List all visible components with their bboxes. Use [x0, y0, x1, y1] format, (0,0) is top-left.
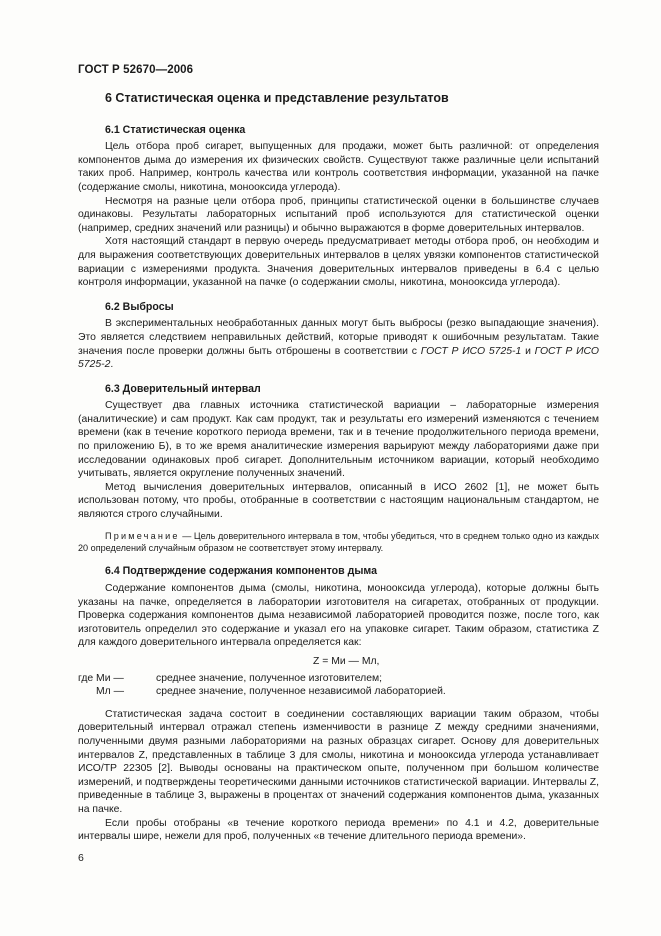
paragraph-text: В экспериментальных необработанных данных могут быть выбросы (резко выпадающие значения). Это является следствием неправильных действий, которые приводят к ошибочным результатам. Такие значения после проверки должны быть отброшены в соответствии с: [78, 318, 599, 357]
paragraph: Если пробы отобраны «в течение короткого периода времени» по 4.1 и 4.2, доверительные интервалы шире, нежели для проб, полученных «в течение длительного периода времени».: [78, 817, 599, 843]
formula: Z = Mи — Mл,: [313, 656, 380, 667]
subsection-heading-6-3: 6.3 Доверительный интервал: [105, 382, 261, 395]
note-label: Примечание: [105, 530, 180, 541]
section-title: 6 Статистическая оценка и представление результатов: [105, 91, 449, 105]
paragraph: Существует два главных источника статистической вариации – лабораторные измерения (аналитические) и сам продукт. Как сам продукт, так и результаты его измерений изменяются с течением времени (как в течение короткого периода времени, так и в течение продолжительного периода времени, по приложению Б), в то же время аналитические измерения варьируют между лабораториями даже при исследовании одинаковых проб сигарет. Дополнительным источником вариации, который необходимо учитывать, является округление полученных значений.: [78, 400, 599, 480]
paragraph: Несмотря на разные цели отбора проб, принципы статистической оценки в большинстве случаев одинаковы. Результаты лабораторных испытаний проб используются для статистической оценки (например, средних значений или разницы) и обычно выражаются в форме доверительных интервалов.: [78, 195, 599, 234]
paragraph: [78, 317, 599, 371]
formula-legend-row: [78, 672, 599, 686]
subsection-heading-6-1: 6.1 Статистическая оценка: [105, 123, 246, 136]
paragraph-end: .: [110, 359, 114, 371]
page-number: 6: [78, 852, 84, 864]
note: [78, 530, 599, 555]
subsection-heading-6-2: 6.2 Выбросы: [105, 300, 174, 313]
conjunction-text: и: [521, 345, 535, 357]
paragraph: Метод вычисления доверительных интервалов, описанный в ИСО 2602 [1], не может быть использован потому, что пробы, отобранные в соответствии с настоящим национальным стандартом, не являются строго случайными.: [78, 481, 599, 521]
document-header: ГОСТ Р 52670—2006: [78, 64, 194, 76]
legend-symbol: где Mи —: [78, 672, 124, 684]
document-body: [78, 90, 599, 844]
standard-reference: ГОСТ Р ИСО 5725-1: [420, 345, 522, 357]
paragraph: Статистическая задача состоит в соединении составляющих вариации таким образом, чтобы доверительный интервал отражал степень изменчивости в разнице Z между средними значениями, полученными двумя разными лабораториями на разных образцах сигарет. Основу для доверительных интервалов Z, представленных в таблице 3 для смолы, никотина и монооксида углерода устанавливает ИСО/ТР 22305 [2]. Выводы основаны на практическом опыте, полученном при большом количестве измерений, и подтверждены теоретическими данными источников статистической вариации. Интервалы Z, приведенные в таблице 3, выражены в процентах от значений содержания компонентов дыма, указанных на пачке.: [78, 708, 599, 815]
formula-legend-row: [78, 685, 599, 699]
paragraph: Содержание компонентов дыма (смолы, никотина, монооксида углерода), которые должны быть указаны на пачке, определяется в лаборатории изготовителя на сигаретах, отобранных от продукции. Проверка содержания компонентов дыма независимой лабораторией проводится позже, после того, как изготовитель определил это содержание и указал его на упаковке сигарет. Таким образом, статистика Z для каждого доверительного интервала определяется как:: [78, 583, 599, 649]
subsection-heading-6-4: 6.4 Подтверждение содержания компонентов дыма: [105, 565, 377, 578]
legend-description: среднее значение, полученное изготовителем;: [156, 672, 383, 684]
standard-reference: ГОСТ Р ИСО 5725-2: [78, 345, 599, 371]
legend-symbol: Mл —: [96, 686, 124, 698]
paragraph: Цель отбора проб сигарет, выпущенных для продажи, может быть различной: от определения компонентов дыма до измерения их физических свойств. Существуют также различные цели испытаний таких проб. Например, контроль качества или контроль соответствия информации, указанной на пачке (содержание смолы, никотина, монооксида углерода).: [78, 141, 599, 193]
note-text: — Цель доверительного интервала в том, чтобы убедиться, что в среднем только одно из каждых 20 определений случайным образом не соответствует этому интервалу.: [78, 530, 599, 554]
paragraph: Хотя настоящий стандарт в первую очередь предусматривает методы отбора проб, он необходим и для выражения соответствующих доверительных интервалов в целях увязки компонентов статистической вариации с измерениями продукта. Значения доверительных интервалов приведены в 6.4 с целью контроля информации, указанной на пачке (о содержании смолы, никотина, монооксида углерода).: [78, 236, 599, 289]
legend-description: среднее значение, полученное независимой лабораторией.: [156, 686, 446, 698]
